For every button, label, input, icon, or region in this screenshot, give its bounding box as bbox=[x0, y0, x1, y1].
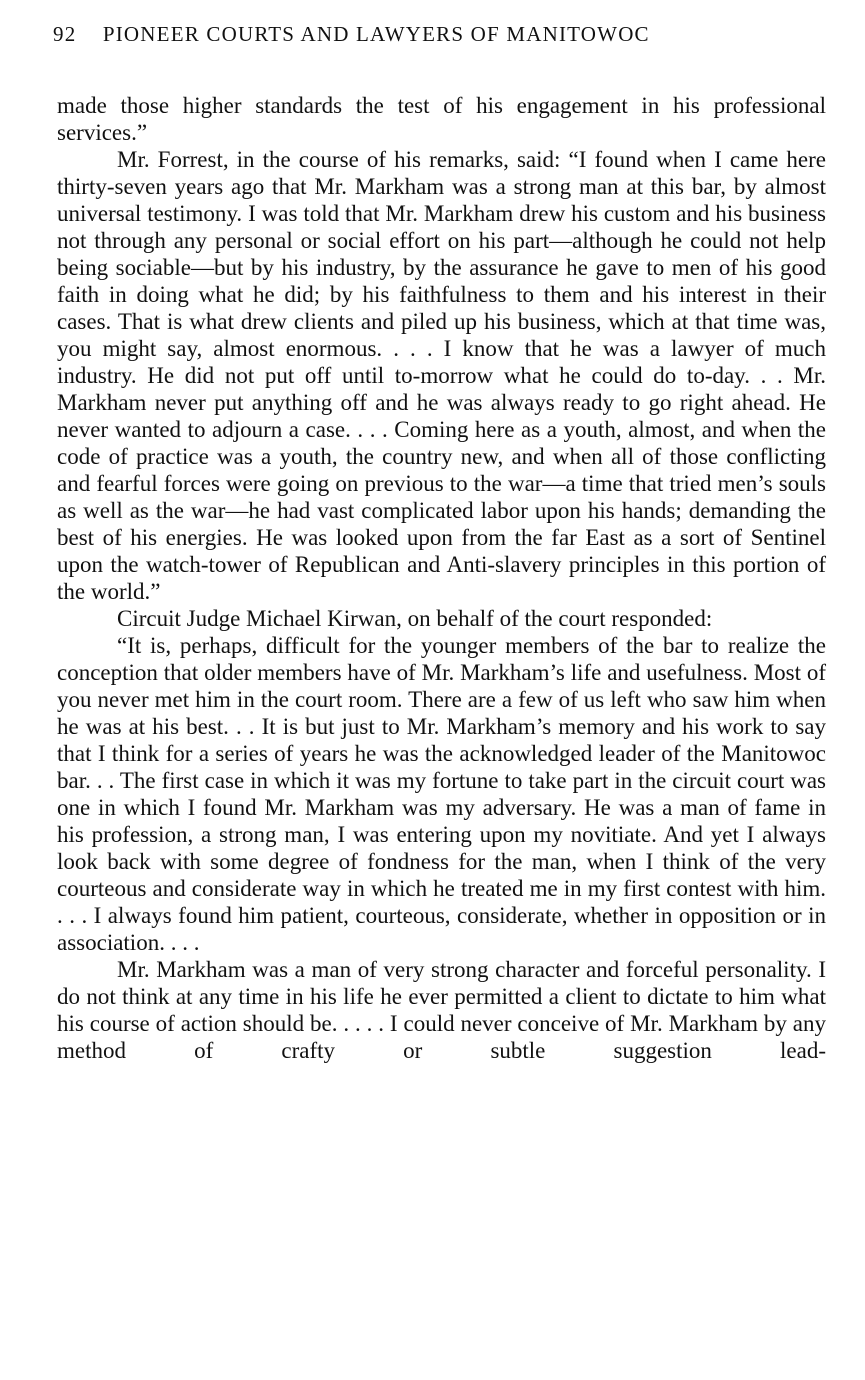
paragraph-kirwan-intro: Circuit Judge Michael Kirwan, on behalf of the court responded: bbox=[117, 606, 713, 631]
paragraph-continuation: made those higher standards the test of his engagement in his professional services.” bbox=[57, 93, 826, 145]
paragraph-kirwan-response: “It is, perhaps, difficult for the younger members of the bar to realize the conception that older members have of Mr. Markham’s life and usefulness. Most of you never met him in the court room. There are a few of us left who saw him when he was at his best. . . It is but just to Mr. Markham’s memory and his work to say that I think for a series of years he was the acknowledged leader of the Manitowoc bar. . . The first case in which it was my fortune to take part in the circuit court was one in which I found Mr. Markham was my adversary. He was a man of fame in his profession, a strong man, I was entering upon my novitiate. And yet I always look back with some degree of fondness for the man, when I think of the very courteous and considerate way in which he treated me in my first contest with him. . . . I always found him patient, courteous, considerate, whether in opposition or in association. . . . bbox=[57, 633, 826, 955]
paragraph-forrest-remarks: Mr. Forrest, in the course of his remarks, said: “I found when I came here thirty-seven years ago that Mr. Markham was a strong man at this bar, by almost universal testimony. I was told that Mr. Markham drew his custom and his business not through any personal or social effort on his part—although he could not help being sociable—but by his industry, by the assurance he gave to men of his good faith in doing what he did; by his faithfulness to them and his interest in their cases. That is what drew clients and piled up his business, which at that time was, you might say, almost enormous. . . . I know that he was a lawyer of much industry. He did not put off until to-morrow what he could do to-day. . . Mr. Markham never put anything off and he was always ready to go right ahead. He never wanted to adjourn a case. . . . Coming here as a youth, almost, and when the code of practice was a youth, the country new, and when all of those conflicting and fearful forces were going on previous to the war—a time that tried men’s souls as well as the war—he had vast complicated labor upon his hands; demanding the best of his energies. He was looked upon from the far East as a sort of Sentinel upon the watch-tower of Republican and Anti-slavery principles in this portion of the world.” bbox=[57, 147, 826, 604]
running-title: PIONEER COURTS AND LAWYERS OF MANITOWOC bbox=[102, 22, 650, 46]
page-number: 92 bbox=[53, 22, 77, 46]
running-header bbox=[53, 22, 823, 50]
paragraph-markham-character: Mr. Markham was a man of very strong character and forceful personality. I do not think at any time in his life he ever permitted a client to dictate to him what his course of action should be. . . . . I could never conceive of Mr. Markham by any method of crafty or subtle suggestion lead- bbox=[57, 957, 826, 1063]
body-text bbox=[57, 92, 826, 1064]
